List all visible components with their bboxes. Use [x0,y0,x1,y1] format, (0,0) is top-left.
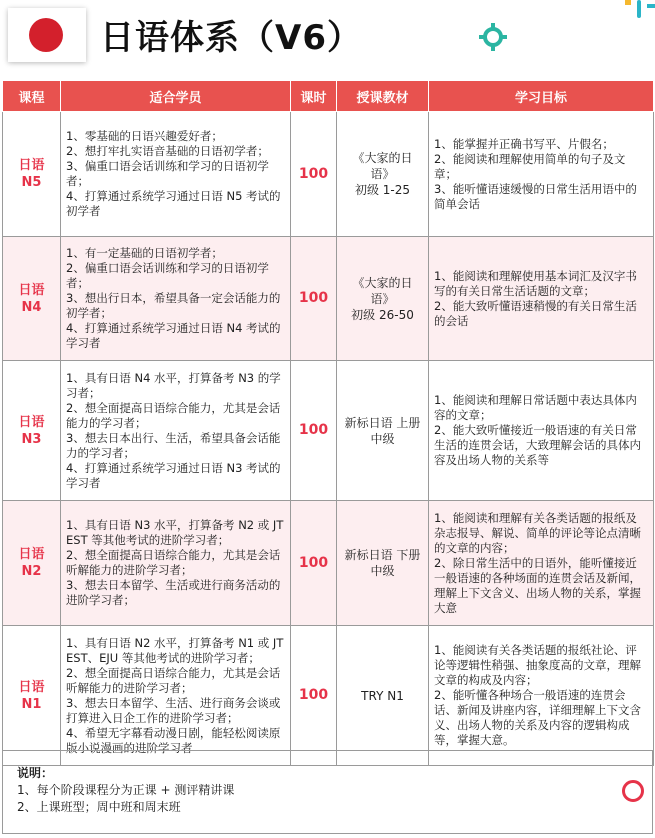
students-cell [61,361,291,501]
goal-item: 1、能阅读和理解日常话题中表达具体内容的文章； [434,393,637,422]
student-item: 4、打算通过系统学习通过日语 N4 考试的学习者 [66,321,281,350]
textbook: 新标日语 下册 中级 [337,501,429,626]
header-hours: 课时 [291,81,337,112]
goal-item: 1、能阅读和理解使用基本词汇及汉字书写的有关日常生活话题的文章； [434,268,637,298]
goal-item: 2、能大致听懂语速稍慢的有关日常生活的会话 [434,298,637,328]
hours: 100 [291,237,337,361]
header-students: 适合学员 [61,81,291,112]
table-row [3,112,654,237]
student-item: 3、偏重口语会话训练和学习的日语初学者； [66,159,269,188]
student-item: 1、具有日语 N4 水平，打算备考 N3 的学习者； [66,370,281,400]
student-item: 1、具有日语 N2 水平，打算备考 N1 或 JTEST、EJU 等其他考试的进阶学习者； [66,635,284,665]
flag-sun [29,18,63,52]
corner-decoration-icon [625,0,655,20]
student-item: 2、想全面提高日语综合能力，尤其是会话能力的学习者； [66,400,281,430]
header [0,0,655,80]
student-item: 4、打算通过系统学习通过日语 N3 考试的学习者 [66,460,281,490]
goal-item: 2、除日常生活中的日语外，能听懂接近一般语速的各种场面的连贯会话及新闻，理解上下文含义、出场人物的关系，掌握大意 [434,555,641,615]
header-goals: 学习目标 [429,81,654,112]
students-cell [61,626,291,766]
student-item: 3、想去日本出行、生活，希望具备会话能力的学习者； [66,430,281,460]
student-item: 3、想去日本留学、生活、进行商务会谈或打算进入日企工作的进阶学习者； [66,695,281,725]
students-cell [61,237,291,361]
course-level: 日语 N1 [3,626,61,766]
header-course: 课程 [3,81,61,112]
student-item: 2、偏重口语会话训练和学习的日语初学者； [66,261,269,290]
goal-item: 1、能阅读有关各类话题的报纸社论、评论等逻辑性稍强、抽象度高的文章，理解文章的构成及内容； [434,643,641,687]
table-row [3,237,654,361]
student-item: 1、具有日语 N3 水平，打算备考 N2 或 JTEST 等其他考试的进阶学习者； [66,518,284,547]
student-item: 2、想全面提高日语综合能力，尤其是会话听解能力的进阶学习者； [66,548,281,577]
student-item: 1、有一定基础的日语初学者； [66,246,223,260]
notes-item: 2、上课班型；周中班和周末班 [17,800,181,814]
hours: 100 [291,361,337,501]
student-item: 4、希望无字幕看动漫日剧，能轻松阅读原版小说漫画的进阶学习者 [66,725,281,755]
japan-flag-icon [8,8,86,62]
goals-cell [429,501,654,626]
student-item: 2、想打牢扎实语音基础的日语初学者； [66,144,269,158]
student-item: 1、零基础的日语兴趣爱好者； [66,129,223,143]
page-title: 日语体系（V6） [100,18,362,58]
textbook: 《大家的日语》 初级 1-25 [337,112,429,237]
hours: 100 [291,112,337,237]
goals-cell [429,112,654,237]
goals-cell [429,237,654,361]
goal-item: 2、能大致听懂接近一般语速的有关日常生活的连贯会话，大致理解会话的具体内容及出场人物的关系等 [434,423,641,467]
header-textbook: 授课教材 [337,81,429,112]
students-cell [61,112,291,237]
goal-item: 1、能阅读和理解有关各类话题的报纸及杂志报导、解说、简单的评论等论点清晰的文章的内容； [434,510,641,555]
ring-decoration-icon [622,780,644,802]
student-item: 3、想出行日本，希望具备一定会话能力的初学者； [66,291,281,320]
goals-cell [429,626,654,766]
goal-item: 2、能阅读和理解使用简单的句子及文章； [434,151,626,181]
textbook: 新标日语 上册 中级 [337,361,429,501]
course-table [2,80,654,766]
table-row [3,501,654,626]
gear-decoration-icon [478,22,508,52]
student-item: 4、打算通过系统学习通过日语 N5 考试的初学者 [66,189,281,218]
goal-item: 2、能听懂各种场合一般语速的连贯会话、新闻及讲座内容，详细理解上下文含义、出场人物的关系及内容的逻辑构成等，掌握大意。 [434,688,641,747]
course-level: 日语 N5 [3,112,61,237]
course-level: 日语 N4 [3,237,61,361]
goals-cell [429,361,654,501]
students-cell [61,501,291,626]
textbook: 《大家的日语》 初级 26-50 [337,237,429,361]
student-item: 3、想去日本留学、生活或进行商务活动的进阶学习者； [66,578,281,607]
student-item: 2、想全面提高日语综合能力，尤其是会话听解能力的进阶学习者； [66,665,281,695]
goal-item: 3、能听懂语速缓慢的日常生活用语中的简单会话 [434,181,637,211]
table-header-row [3,81,654,112]
goal-item: 1、能掌握并正确书写平、片假名； [434,136,614,151]
notes-item: 1、每个阶段课程分为正课 + 测评精讲课 [17,783,235,797]
hours: 100 [291,626,337,766]
course-level: 日语 N3 [3,361,61,501]
table-row [3,626,654,766]
course-level: 日语 N2 [3,501,61,626]
table-row [3,361,654,501]
notes-title: 说明： [17,766,54,780]
notes-box [2,750,653,834]
hours: 100 [291,501,337,626]
textbook: TRY N1 [337,626,429,766]
